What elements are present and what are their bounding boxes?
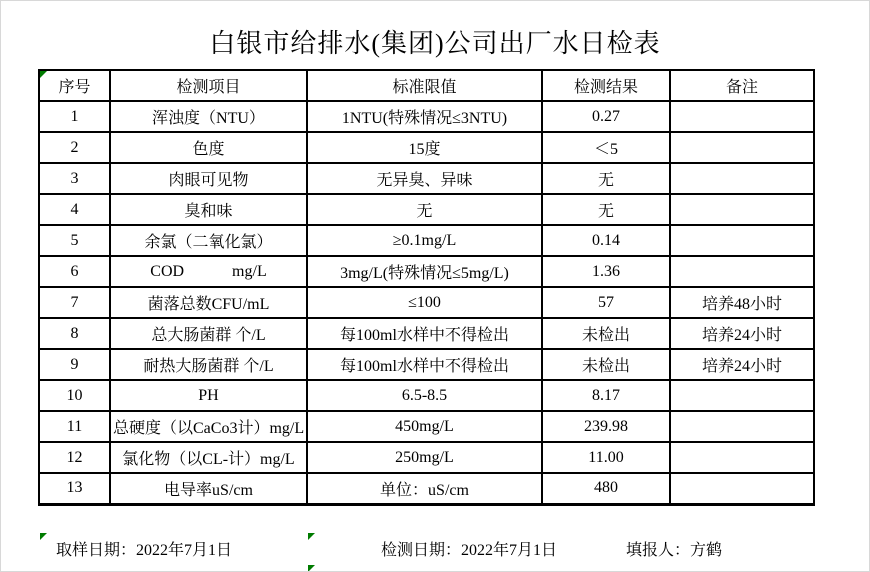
cell-row-number: 12 — [39, 442, 110, 473]
table-row — [39, 101, 814, 132]
table-row — [39, 349, 814, 380]
cell-remark — [670, 256, 814, 287]
cell-item-name: 余氯（二氧化氯） — [110, 225, 307, 256]
cell-standard-limit: 无 — [307, 194, 542, 225]
cell-standard-limit: 每100ml水样中不得检出 — [307, 318, 542, 349]
table-row — [39, 318, 814, 349]
cell-test-result: 239.98 — [542, 411, 670, 442]
column-header-remark: 备注 — [670, 70, 814, 101]
cell-test-result: ＜5 — [542, 132, 670, 163]
table-header-row — [39, 70, 814, 101]
cell-item-name: 总硬度（以CaCo3计）mg/L — [110, 411, 307, 442]
column-header-row-number: 序号 — [39, 70, 110, 101]
cell-remark — [670, 101, 814, 132]
table-row — [39, 163, 814, 194]
inspection-table — [38, 69, 815, 506]
cell-remark — [670, 411, 814, 442]
cell-standard-limit: ≥0.1mg/L — [307, 225, 542, 256]
table-row — [39, 380, 814, 411]
column-header-standard-limit: 标准限值 — [307, 70, 542, 101]
table-row — [39, 411, 814, 442]
cell-item-name: 电导率uS/cm — [110, 473, 307, 504]
cell-row-number: 10 — [39, 380, 110, 411]
cell-remark: 培养24小时 — [670, 318, 814, 349]
cell-remark — [670, 132, 814, 163]
cell-item-name: PH — [110, 380, 307, 411]
cell-error-indicator-icon — [308, 533, 315, 540]
cell-item-name: 浑浊度（NTU） — [110, 101, 307, 132]
cell-test-result: 0.27 — [542, 101, 670, 132]
cell-item-name: 耐热大肠菌群 个/L — [110, 349, 307, 380]
table-row — [39, 256, 814, 287]
table-row — [39, 132, 814, 163]
table-row — [39, 225, 814, 256]
cell-test-result: 57 — [542, 287, 670, 318]
table-row — [39, 287, 814, 318]
cell-standard-limit: 每100ml水样中不得检出 — [307, 349, 542, 380]
cell-remark — [670, 380, 814, 411]
cell-row-number: 9 — [39, 349, 110, 380]
cell-standard-limit: ≤100 — [307, 287, 542, 318]
cell-test-result: 11.00 — [542, 442, 670, 473]
cell-row-number: 7 — [39, 287, 110, 318]
cell-test-result: 未检出 — [542, 349, 670, 380]
cell-row-number: 13 — [39, 473, 110, 504]
table-row — [39, 194, 814, 225]
cell-standard-limit: 3mg/L(特殊情况≤5mg/L) — [307, 256, 542, 287]
column-header-test-result: 检测结果 — [542, 70, 670, 101]
cell-row-number: 6 — [39, 256, 110, 287]
cell-row-number: 3 — [39, 163, 110, 194]
test-date-text: 检测日期：2022年7月1日 — [381, 542, 558, 559]
cell-standard-limit: 1NTU(特殊情况≤3NTU) — [307, 101, 542, 132]
cell-item-name: COD mg/L — [110, 256, 307, 287]
cell-row-number: 1 — [39, 101, 110, 132]
cell-test-result: 1.36 — [542, 256, 670, 287]
cell-test-result: 未检出 — [542, 318, 670, 349]
cell-test-result: 0.14 — [542, 225, 670, 256]
cell-item-name: 色度 — [110, 132, 307, 163]
cell-item-name: 氯化物（以CL-计）mg/L — [110, 442, 307, 473]
cell-item-name: 菌落总数CFU/mL — [110, 287, 307, 318]
sampling-date-text: 取样日期：2022年7月1日 — [56, 542, 233, 559]
cell-remark — [670, 225, 814, 256]
table-row — [39, 442, 814, 473]
cell-remark — [670, 163, 814, 194]
column-header-item-name: 检测项目 — [110, 70, 307, 101]
cell-item-name: 总大肠菌群 个/L — [110, 318, 307, 349]
cell-remark: 培养48小时 — [670, 287, 814, 318]
cell-row-number: 11 — [39, 411, 110, 442]
reporter-text: 填报人：方鹤 — [626, 542, 723, 559]
cell-row-number: 5 — [39, 225, 110, 256]
table-row — [39, 473, 814, 504]
cell-standard-limit: 15度 — [307, 132, 542, 163]
cell-error-indicator-icon — [40, 533, 47, 540]
cell-error-indicator-icon — [308, 565, 315, 572]
cell-standard-limit: 250mg/L — [307, 442, 542, 473]
table-body — [39, 101, 814, 504]
cell-row-number: 8 — [39, 318, 110, 349]
cell-item-name: 肉眼可见物 — [110, 163, 307, 194]
cell-remark — [670, 194, 814, 225]
cell-standard-limit: 无异臭、异味 — [307, 163, 542, 194]
cell-remark — [670, 442, 814, 473]
cell-test-result: 无 — [542, 163, 670, 194]
cell-test-result: 480 — [542, 473, 670, 504]
cell-item-name: 臭和味 — [110, 194, 307, 225]
cell-row-number: 2 — [39, 132, 110, 163]
cell-test-result: 无 — [542, 194, 670, 225]
cell-remark — [670, 473, 814, 504]
cell-remark: 培养24小时 — [670, 349, 814, 380]
page-title: 白银市给排水(集团)公司出厂水日检表 — [209, 29, 661, 58]
cell-row-number: 4 — [39, 194, 110, 225]
table-header-row-container — [39, 70, 814, 101]
cell-test-result: 8.17 — [542, 380, 670, 411]
cell-standard-limit: 单位：uS/cm — [307, 473, 542, 504]
cell-standard-limit: 450mg/L — [307, 411, 542, 442]
cell-standard-limit: 6.5-8.5 — [307, 380, 542, 411]
